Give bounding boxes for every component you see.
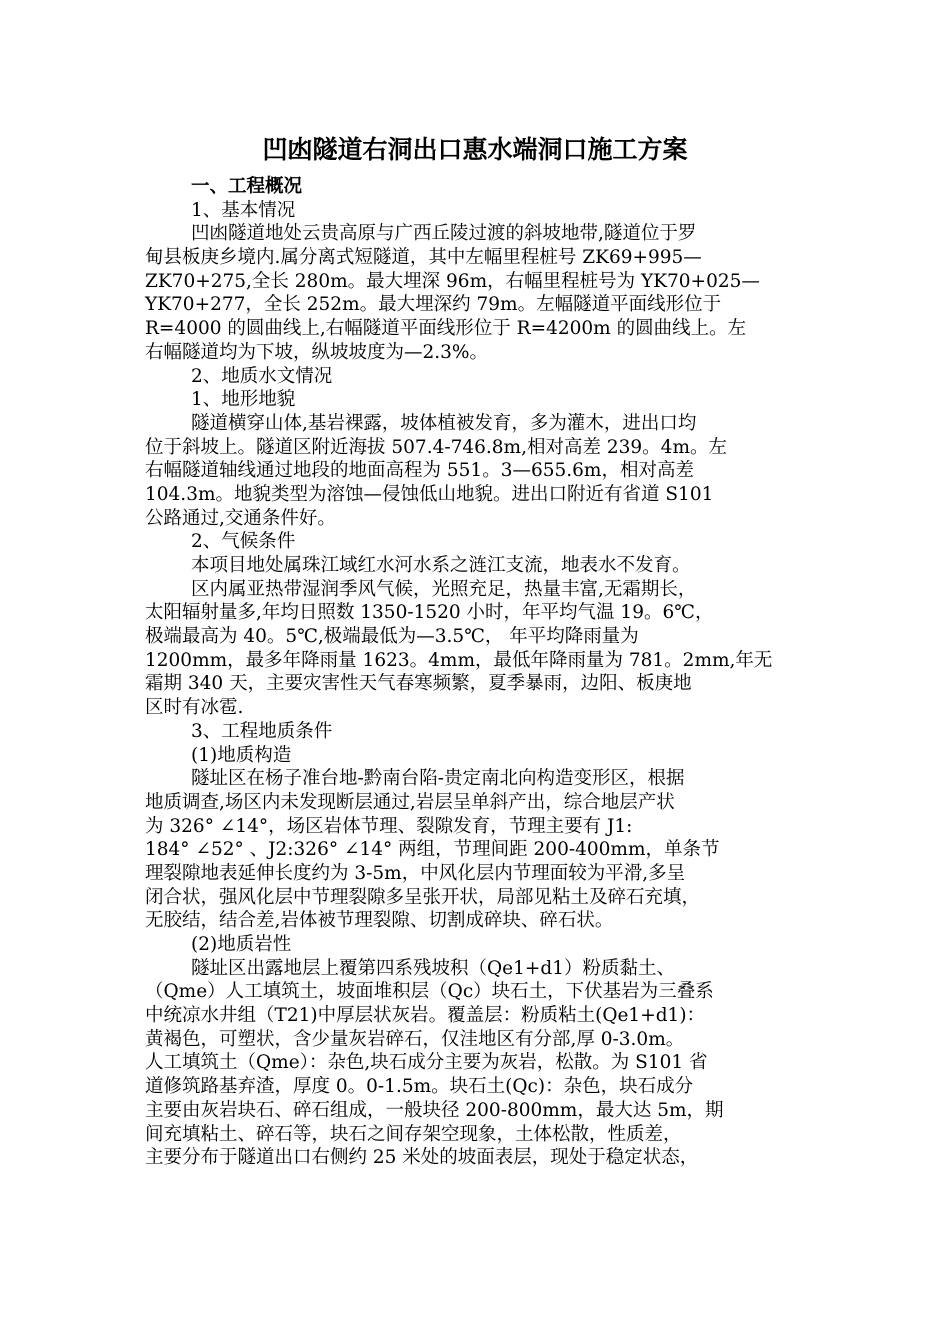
page-title: 凹凼隧道右洞出口惠水端洞口施工方案	[262, 135, 688, 164]
text-line: 2、地质水文情况	[191, 365, 333, 387]
text-line: 无胶结，结合差,岩体被节理裂隙、切割成碎块、碎石状。	[145, 910, 614, 932]
text-line: 主要由灰岩块石、碎石组成，一般块径 200-800mm，最大达 5m，期	[145, 1099, 724, 1121]
text-line: 位于斜坡上。隧道区附近海拔 507.4-746.8m,相对高差 239。4m。左	[145, 436, 727, 458]
text-line: 1、基本情况	[191, 199, 296, 221]
text-line: 凹凼隧道地处云贵高原与广西丘陵过渡的斜坡地带,隧道位于罗	[191, 223, 697, 245]
text-line: 理裂隙地表延伸长度约为 3-5m，中风化层内节理面较为平滑,多呈	[145, 862, 686, 884]
section-heading: 一、工程概况	[191, 176, 303, 197]
text-line: 公路通过,交通条件好。	[145, 507, 336, 529]
text-line: 区时有冰雹.	[145, 697, 244, 719]
text-line: 太阳辐射量多,年均日照数 1350-1520 小时，年平均气温 19。6℃，	[145, 602, 714, 624]
text-line: （Qme）人工填筑土，坡面堆积层（Qc）块石土，下伏基岩为三叠系	[145, 981, 714, 1003]
text-line: R=4000 的圆曲线上,右幅隧道平面线形位于 R=4200m 的圆曲线上。左	[145, 318, 747, 340]
text-line: 1、地形地貌	[191, 389, 296, 411]
text-line: 184° ∠52° 、J2:326° ∠14° 两组，节理间距 200-400mm，单条节	[145, 839, 720, 861]
text-line: 主要分布于隧道出口右侧约 25 米处的坡面表层，现处于稳定状态，	[145, 1147, 699, 1169]
text-line: 隧址区出露地层上覆第四系残坡积（Qe1+d1）粉质黏土、	[191, 957, 676, 979]
text-line: 间充填粘土、碎石等，块石之间存架空现象，土体松散，性质差，	[145, 1123, 682, 1145]
text-line: 闭合状，强风化层中节理裂隙多呈张开状，局部见粘土及碎石充填，	[145, 886, 701, 908]
text-line: 中统凉水井组（T21)中厚层状灰岩。覆盖层：粉质粘土(Qe1+d1)：	[145, 1005, 706, 1027]
text-line: 104.3m。地貌类型为溶蚀—侵蚀低山地貌。进出口附近有省道 S101	[145, 483, 714, 505]
text-line: 隧址区在杨子准台地-黔南台陷-贵定南北向构造变形区，根据	[191, 768, 685, 790]
document-body	[145, 175, 825, 1170]
text-line: 右幅隧道轴线通过地段的地面高程为 551。3—655.6m，相对高差	[145, 460, 694, 482]
text-line: 隧道横穿山体,基岩裸露，坡体植被发育，多为灌木，进出口均	[191, 412, 697, 434]
text-line: (2)地质岩性	[191, 934, 292, 955]
text-line: 地质调查,场区内未发现断层通过,岩层呈单斜产出，综合地层产状	[145, 791, 675, 813]
text-line: 黄褐色，可塑状，含少量灰岩碎石，仅洼地区有分部,厚 0-3.0m。	[145, 1028, 685, 1050]
text-line: 道修筑路基弃渣，厚度 0。0-1.5m。块石土(Qc)：杂色，块石成分	[145, 1076, 694, 1098]
text-line: YK70+277，全长 252m。最大埋深约 79m。左幅隧道平面线形位于	[145, 294, 722, 316]
text-line: ZK70+275,全长 280m。最大埋深 96m，右幅里程桩号为 YK70+025—	[145, 270, 760, 292]
text-line: 右幅隧道均为下坡，纵坡坡度为—2.3%。	[145, 341, 489, 363]
text-line: 区内属亚热带湿润季风气候，光照充足，热量丰富,无霜期长，	[191, 578, 697, 600]
text-line: 本项目地处属珠江域红水河水系之涟江支流，地表水不发育。	[191, 555, 691, 576]
text-line: 甸县板庚乡境内.属分离式短隧道，其中左幅里程桩号 ZK69+995—	[145, 247, 702, 269]
text-line: 霜期 340 天，主要灾害性天气春寒频繁，夏季暴雨，边阳、板庚地	[145, 673, 692, 695]
text-line: 1200mm，最多年降雨量 1623。4mm，最低年降雨量为 781。2mm,年无	[145, 649, 773, 671]
text-line: 极端最高为 40。5℃,极端最低为—3.5℃， 年平均降雨量为	[145, 626, 639, 648]
text-line: 为 326° ∠14°，场区岩体节理、裂隙发育，节理主要有 J1:	[145, 815, 633, 837]
text-line: (1)地质构造	[191, 744, 292, 766]
text-line: 3、工程地质条件	[191, 720, 333, 742]
text-line: 人工填筑土（Qme）：杂色,块石成分主要为灰岩，松散。为 S101 省	[145, 1052, 708, 1074]
text-line: 2、气候条件	[191, 531, 296, 553]
